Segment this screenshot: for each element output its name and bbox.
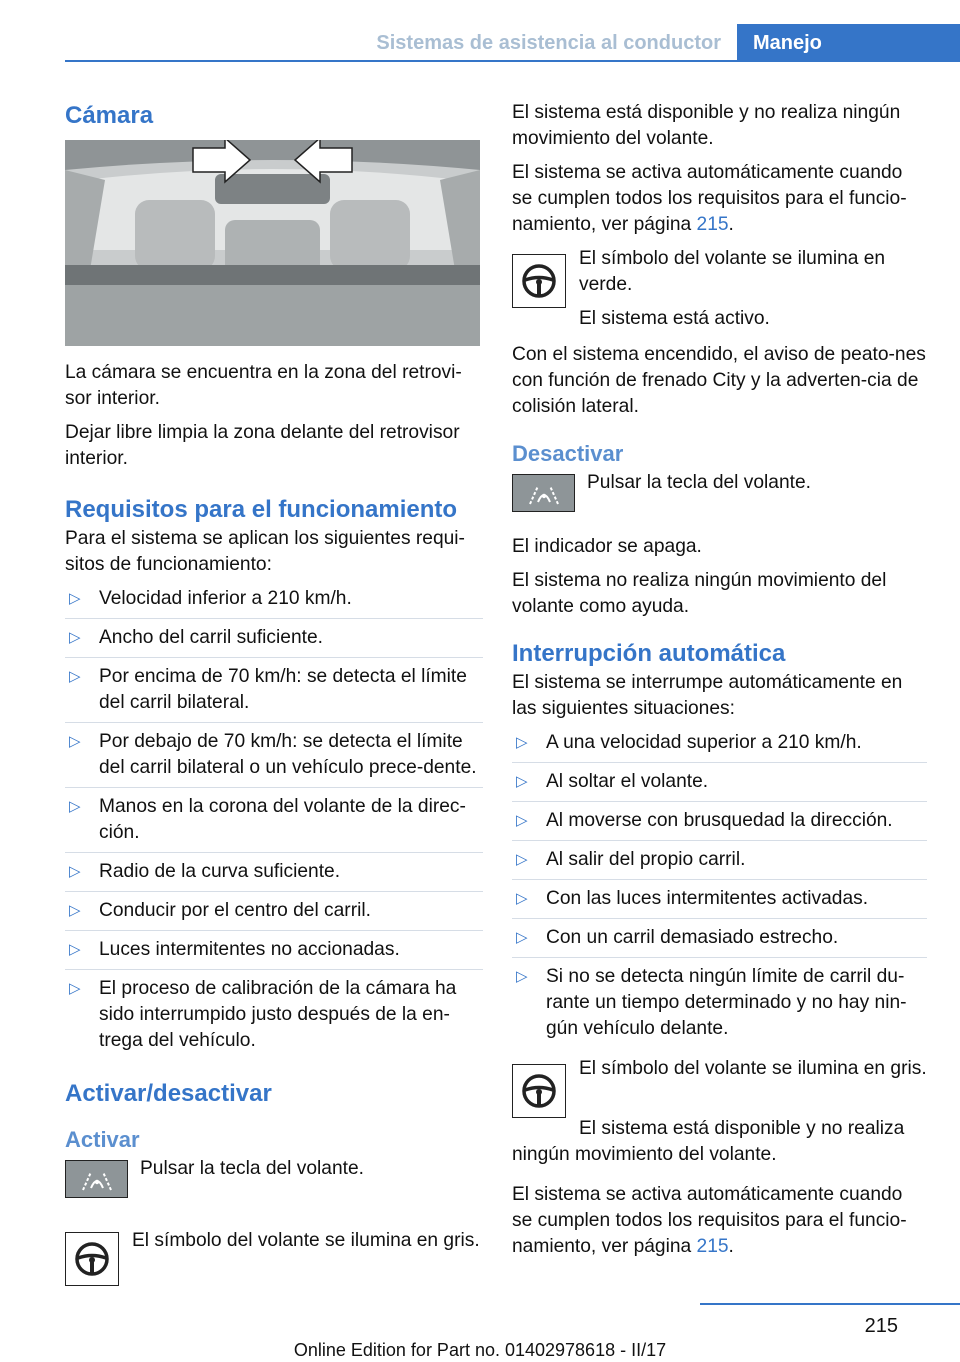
- bullet-triangle-icon: ▷: [69, 980, 81, 997]
- page-reference-link[interactable]: 215: [696, 214, 729, 235]
- page-reference-link[interactable]: 215: [696, 1236, 729, 1257]
- page-number: 215: [864, 1315, 898, 1337]
- activate-key-row: [65, 1156, 483, 1212]
- deactivate-subheading: Desactivar: [512, 441, 624, 466]
- green-symbol-text: El símbolo del volante se ilumina en verde.: [579, 248, 886, 295]
- bullet-triangle-icon: ▷: [516, 851, 528, 868]
- requirements-heading: Requisitos para el funcionamiento: [65, 496, 458, 523]
- gray-symbol-row: [512, 1056, 927, 1112]
- list-item: ▷ Con un carril demasiado estrecho.: [512, 925, 927, 958]
- deactivate-key-row: [512, 470, 927, 526]
- edition-footer: Online Edition for Part no. 01402978618 - II/17: [293, 1340, 667, 1360]
- list-item: ▷ Radio de la curva suficiente.: [65, 859, 483, 892]
- activate-subheading: Activar: [65, 1127, 140, 1152]
- footer-rule: [700, 1303, 960, 1305]
- bullet-triangle-icon: ▷: [516, 929, 528, 946]
- camera-heading: Cámara: [65, 102, 154, 129]
- activate-deactivate-heading: Activar/desactivar: [65, 1080, 272, 1107]
- steering-wheel-icon: [65, 1232, 119, 1286]
- green-symbol-row: [512, 246, 927, 332]
- steering-wheel-icon: [512, 1064, 566, 1118]
- lane-departure-key-icon: [512, 474, 575, 512]
- system-active-text: El sistema está activo.: [579, 308, 770, 329]
- indicator-off-text: El indicador se apaga.: [512, 536, 702, 557]
- gray-symbol-text-block: [579, 1056, 927, 1082]
- lane-departure-key-icon: [65, 1160, 128, 1198]
- steering-wheel-icon: [512, 254, 566, 308]
- list-item: ▷ Conducir por el centro del carril.: [65, 898, 483, 931]
- list-item: ▷ Si no se detecta ningún límite de carril du‐rante un tiempo determinado y no hay nin‐gún vehículo delante.: [516, 966, 907, 1039]
- no-steering-text: El sistema no realiza ningún movimiento del volante como ayuda.: [512, 570, 887, 617]
- bullet-triangle-icon: ▷: [69, 798, 81, 815]
- gray-symbol-text: El símbolo del volante se ilumina en gris.: [579, 1058, 927, 1079]
- bullet-triangle-icon: ▷: [516, 773, 528, 790]
- list-item: ▷ A una velocidad superior a 210 km/h.: [512, 730, 927, 763]
- bullet-triangle-icon: ▷: [69, 941, 81, 958]
- activate-symbol-text: El símbolo del volante se ilumina en gris.: [132, 1230, 480, 1251]
- list-item: ▷ El proceso de calibración de la cámara ha sido interrumpido justo después de la en‐trega del vehículo.: [69, 978, 457, 1051]
- list-item: ▷ Al moverse con brusquedad la dirección.: [512, 808, 927, 841]
- list-item: ▷ Manos en la corona del volante de la direc‐ción.: [65, 794, 483, 853]
- list-item: ▷ Ancho del carril suficiente.: [65, 625, 483, 658]
- page-header: [0, 0, 960, 62]
- camera-location-photo: [65, 140, 480, 346]
- auto-activate-text-2: El sistema se activa automáticamente cuando se cumplen todos los requisitos para el funcio‐namiento, ver página 215.: [512, 1184, 907, 1257]
- bullet-triangle-icon: ▷: [69, 668, 81, 685]
- bullet-triangle-icon: ▷: [69, 902, 81, 919]
- list-item: ▷ Velocidad inferior a 210 km/h.: [65, 586, 483, 619]
- bullet-triangle-icon: ▷: [69, 590, 81, 607]
- activate-key-text: Pulsar la tecla del volante.: [140, 1158, 364, 1179]
- interrupt-list: [512, 730, 927, 1048]
- left-column: [65, 100, 483, 1292]
- auto-interrupt-heading: Interrupción automática: [512, 640, 786, 667]
- right-column: [512, 100, 927, 1268]
- camera-text-1: La cámara se encuentra en la zona del retrovi‐sor interior.: [65, 362, 462, 409]
- bullet-triangle-icon: ▷: [516, 890, 528, 907]
- bullet-triangle-icon: ▷: [516, 734, 528, 751]
- deactivate-key-text: Pulsar la tecla del volante.: [587, 472, 811, 493]
- bullet-triangle-icon: ▷: [516, 968, 528, 985]
- header-section-title: Sistemas de asistencia al conductor: [376, 32, 721, 54]
- list-item: ▷ Por encima de 70 km/h: se detecta el límite del carril bilateral.: [65, 664, 483, 723]
- list-item: ▷ Con las luces intermitentes activadas.: [512, 886, 927, 919]
- requirements-intro: Para el sistema se aplican los siguientes requi‐sitos de funcionamiento:: [65, 528, 465, 575]
- pedestrian-warning-text: Con el sistema encendido, el aviso de peato‐nes con función de frenado City y la adverten‐cia de colisión lateral.: [512, 344, 926, 417]
- list-item: ▷ Luces intermitentes no accionadas.: [65, 937, 483, 970]
- bullet-triangle-icon: ▷: [69, 733, 81, 750]
- activate-symbol-row: [65, 1228, 483, 1284]
- list-item: ▷ Al soltar el volante.: [512, 769, 927, 802]
- available-no-move-text: El sistema está disponible y no realiza ningún movimiento del volante.: [512, 1118, 905, 1165]
- camera-text-2: Dejar libre limpia la zona delante del retrovisor interior.: [65, 422, 460, 469]
- list-item: ▷ Al salir del propio carril.: [512, 847, 927, 880]
- header-chapter-tab: Manejo: [737, 24, 960, 62]
- requirements-list: [65, 586, 483, 1060]
- auto-interrupt-intro: El sistema se interrumpe automáticamente en las siguientes situaciones:: [512, 672, 903, 719]
- bullet-triangle-icon: ▷: [69, 863, 81, 880]
- list-item: ▷ Por debajo de 70 km/h: se detecta el límite del carril bilateral o un vehículo prece‐dente.: [65, 729, 483, 788]
- bullet-triangle-icon: ▷: [516, 812, 528, 829]
- available-text: El sistema está disponible y no realiza ningún movimiento del volante.: [512, 102, 901, 149]
- header-rule: [65, 60, 737, 62]
- auto-activate-text: El sistema se activa automáticamente cuando se cumplen todos los requisitos para el funcio‐namiento, ver página 215.: [512, 162, 907, 235]
- green-symbol-text-block: [579, 246, 927, 332]
- bullet-triangle-icon: ▷: [69, 629, 81, 646]
